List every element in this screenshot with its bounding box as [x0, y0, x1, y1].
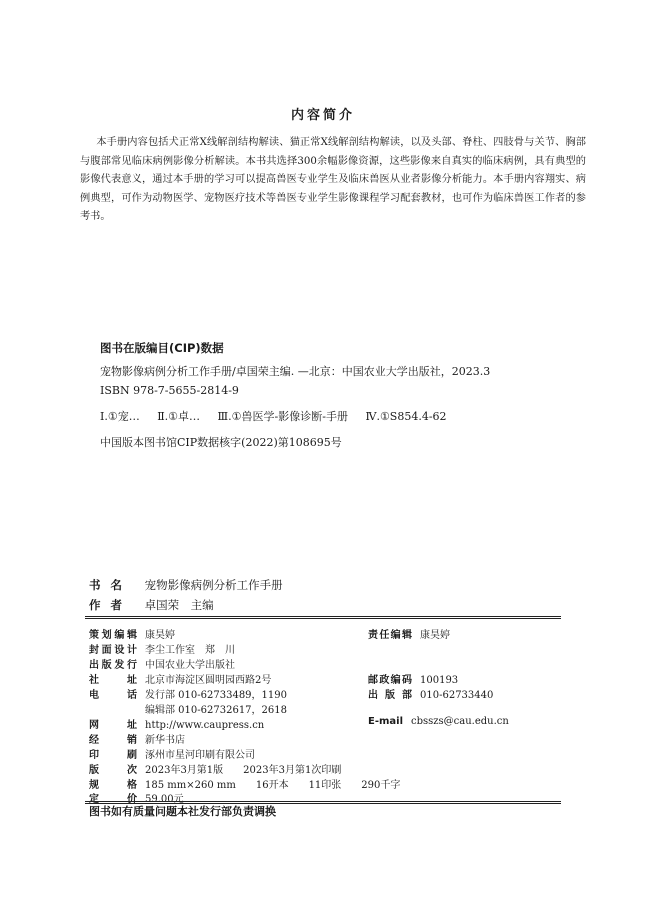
phone-label: 电话	[89, 690, 137, 701]
postcode-value: 100193	[420, 675, 459, 686]
edition-value: 2023年3月第1版 2023年3月第1次印刷	[145, 765, 342, 776]
cover-design-label: 封面设计	[89, 645, 137, 656]
distributor-label: 经销	[89, 735, 137, 746]
phone2-value: 编辑部 010-62732617，2618	[145, 705, 287, 716]
printer	[89, 746, 255, 761]
email-label: E-mail	[368, 716, 404, 727]
cip-class-4: Ⅳ.①S854.4-62	[365, 410, 447, 423]
book-author-value: 卓国荣 主编	[144, 598, 214, 612]
distributor	[89, 731, 185, 746]
printer-label: 印刷	[89, 750, 137, 761]
publisher-value: 中国农业大学出版社	[145, 660, 235, 671]
cip-isbn: ISBN 978-7-5655-2814-9	[100, 384, 239, 397]
website-value: http://www.caupress.cn	[145, 720, 265, 731]
cover-design-value: 李尘工作室 郑 川	[145, 645, 235, 656]
cip-classification	[100, 408, 461, 424]
distributor-value: 新华书店	[145, 735, 185, 746]
planning-editor-value: 康昊婷	[145, 630, 175, 641]
book-title-value: 宠物影像病例分析工作手册	[144, 578, 283, 592]
cip-heading: 图书在版编目(CIP)数据	[100, 341, 224, 355]
responsible-editor-value: 康昊婷	[420, 630, 450, 641]
cover-design	[89, 641, 235, 656]
intro-body: 本手册内容包括犬正常X线解剖结构解读、猫正常X线解剖结构解读，以及头部、脊柱、四肢骨与关节、胸部与腹部常见临床病例影像分析解读。本书共选择300余幅影像资源，这些影像来自真实的临床病例，具有典型的影像代表意义，通过本手册的学习可以提高兽医专业学生及临床兽医从业者影像分析能力。本手册内容翔实、病例典型，可作为动物医学、宠物医疗技术等兽医专业学生影像课程学习配套教材，也可作为临床兽医工作者的参考书。	[80, 137, 586, 222]
book-title-label: 书名	[89, 578, 132, 592]
footer-note: 图书如有质量问题本社发行部负责调换	[89, 805, 276, 818]
edition	[89, 761, 341, 776]
publishing-dept-label: 出版部	[368, 690, 412, 701]
phone	[89, 686, 287, 701]
responsible-editor	[368, 626, 450, 641]
spec-value: 185 mm×260 mm 16开本 11印张 290千字	[145, 780, 401, 791]
cip-class-1: Ⅰ.①宠…	[100, 410, 140, 423]
publishing-dept-value: 010-62733440	[420, 690, 494, 701]
edition-label: 版次	[89, 765, 137, 776]
price-value: 59.00元	[145, 794, 184, 805]
address	[89, 671, 271, 686]
printer-value: 涿州市星河印刷有限公司	[145, 750, 255, 761]
website	[89, 716, 264, 731]
book-author-row	[89, 597, 214, 613]
publisher	[89, 656, 235, 671]
phone-value: 发行部 010-62733489，1190	[145, 690, 287, 701]
publisher-label: 出版发行	[89, 660, 137, 671]
website-label: 网址	[89, 720, 137, 731]
cip-class-3: Ⅲ.①兽医学-影像诊断-手册	[217, 410, 348, 423]
postcode-label: 邮政编码	[368, 675, 412, 686]
address-label: 社址	[89, 675, 137, 686]
cip-class-2: Ⅱ.①卓…	[157, 410, 201, 423]
price-label: 定价	[89, 794, 137, 805]
book-author-label: 作者	[89, 598, 132, 612]
phone-2	[89, 701, 287, 716]
cip-record: 中国版本图书馆CIP数据核字(2022)第108695号	[100, 436, 342, 449]
spec	[89, 776, 400, 791]
planning-editor-label: 策划编辑	[89, 630, 137, 641]
email-value: cbsszs@cau.edu.cn	[411, 716, 509, 727]
postcode	[368, 671, 458, 686]
book-title-row	[89, 577, 283, 593]
planning-editor	[89, 626, 175, 641]
cip-description: 宠物影像病例分析工作手册/卓国荣主编. —北京：中国农业大学出版社，2023.3	[100, 365, 491, 378]
email	[368, 716, 509, 727]
responsible-editor-label: 责任编辑	[368, 630, 412, 641]
publishing-dept	[368, 686, 493, 701]
spec-label: 规格	[89, 780, 137, 791]
address-value: 北京市海淀区圆明园西路2号	[145, 675, 272, 686]
top-rule	[85, 616, 561, 619]
intro-title: 内容简介	[290, 108, 355, 123]
